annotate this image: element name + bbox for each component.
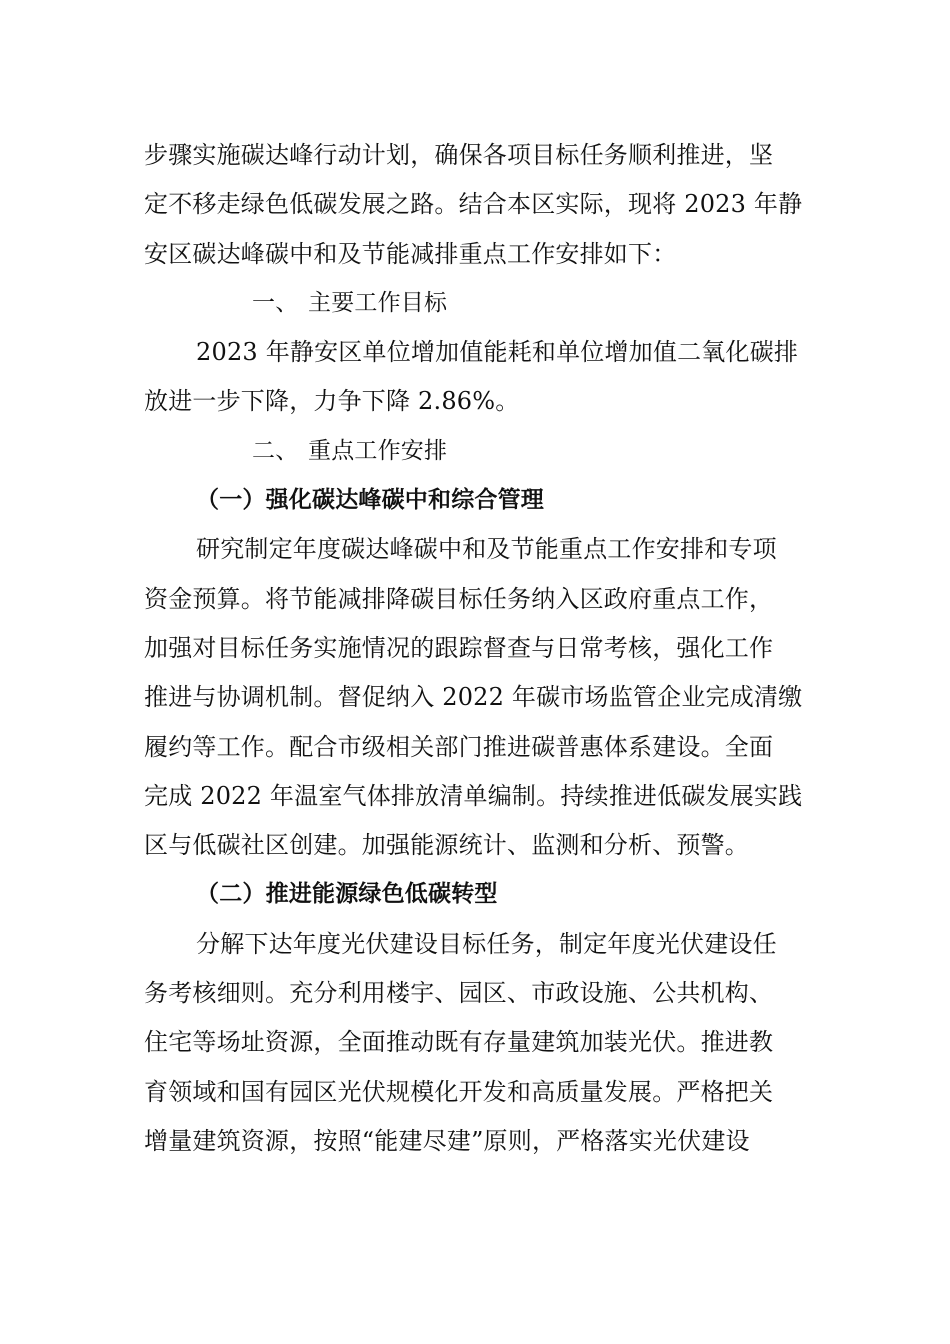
subsection-heading-2: （二）推进能源绿色低碳转型: [196, 881, 498, 908]
paragraph-line: 分解下达年度光伏建设目标任务，制定年度光伏建设任: [196, 929, 777, 958]
section-title: 重点工作安排: [308, 437, 448, 464]
paragraph-line: 加强对目标任务实施情况的跟踪督查与日常考核，强化工作: [144, 633, 774, 662]
document-page: [144, 131, 808, 1166]
paragraph-line: 推进与协调机制。督促纳入 2022 年碳市场监管企业完成清缴: [144, 683, 803, 712]
paragraph-line: 资金预算。将节能减排降碳目标任务纳入区政府重点工作，: [144, 584, 774, 613]
paragraph-line: 2023 年静安区单位增加值能耗和单位增加值二氧化碳排: [196, 338, 799, 367]
section-heading-2: [144, 427, 808, 476]
paragraph-line: 研究制定年度碳达峰碳中和及节能重点工作安排和专项: [196, 535, 777, 564]
section-title: 主要工作目标: [308, 289, 448, 316]
section-number: 二、: [252, 437, 299, 464]
paragraph-line: 育领域和国有园区光伏规模化开发和高质量发展。严格把关: [144, 1077, 774, 1106]
paragraph-line: 务考核细则。充分利用楼宇、园区、市政设施、公共机构、: [144, 979, 774, 1008]
paragraph-line: 放进一步下降，力争下降 2.86%。: [144, 387, 520, 416]
intro-line: 步骤实施碳达峰行动计划，确保各项目标任务顺利推进，坚: [144, 141, 774, 169]
intro-line: 定不移走绿色低碳发展之路。结合本区实际，现将 2023 年静: [144, 190, 803, 219]
section-number: 一、: [252, 289, 299, 316]
paragraph-line: 履约等工作。配合市级相关部门推进碳普惠体系建设。全面: [144, 732, 774, 761]
paragraph-line: 区与低碳社区创建。加强能源统计、监测和分析、预警。: [144, 831, 749, 860]
paragraph-line: 增量建筑资源，按照“能建尽建”原则，严格落实光伏建设: [144, 1126, 750, 1155]
subsection-heading-1: （一）强化碳达峰碳中和综合管理: [196, 487, 544, 514]
paragraph-line: 住宅等场址资源，全面推动既有存量建筑加装光伏。推进教: [144, 1028, 774, 1057]
paragraph-line: 完成 2022 年温室气体排放清单编制。持续推进低碳发展实践: [144, 781, 803, 810]
section-heading-1: [144, 279, 808, 328]
intro-line: 安区碳达峰碳中和及节能减排重点工作安排如下：: [144, 239, 677, 268]
